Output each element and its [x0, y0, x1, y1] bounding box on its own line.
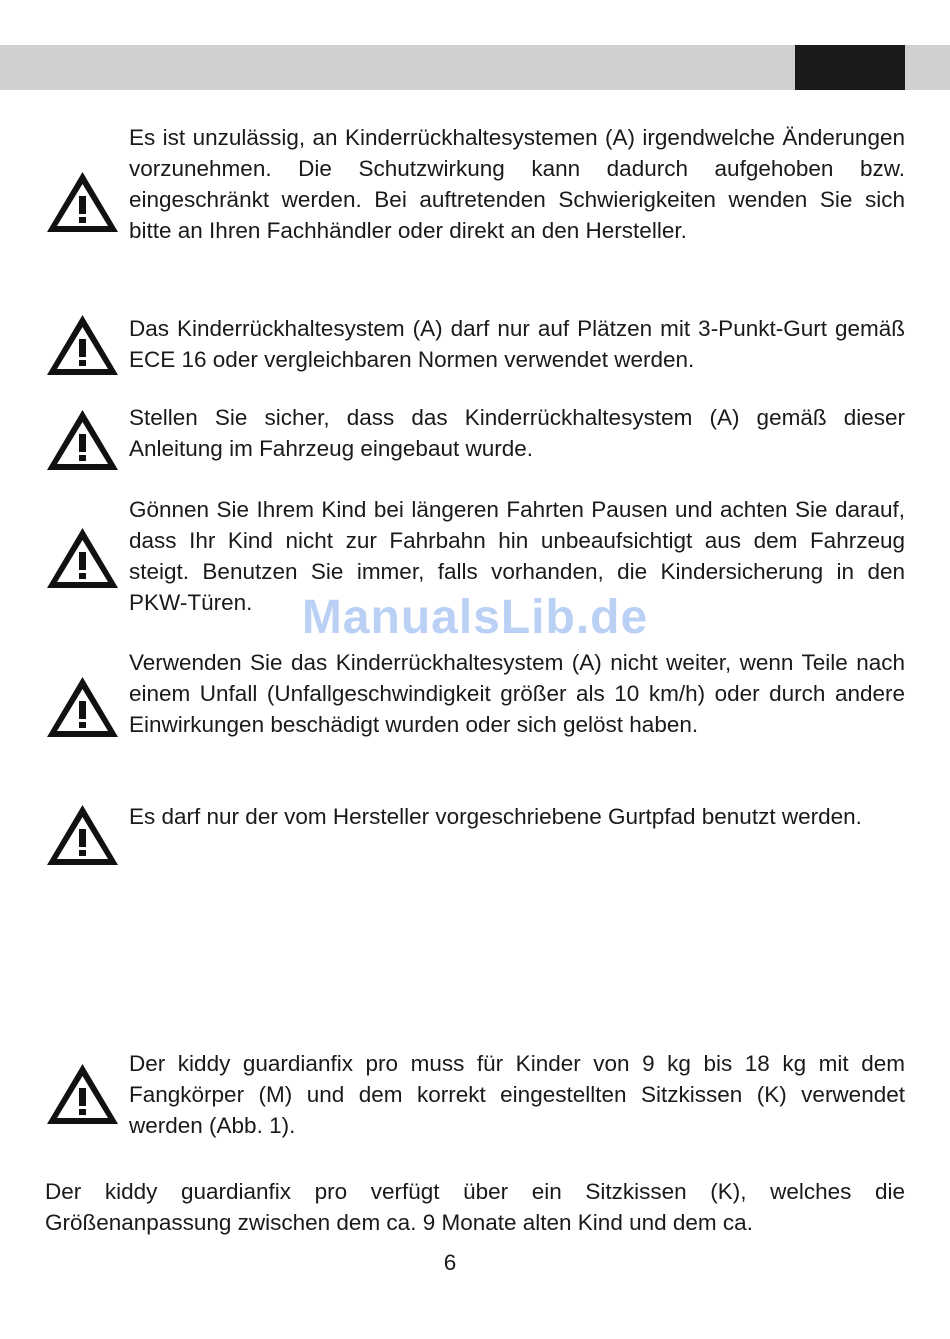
warning-text: Gönnen Sie Ihrem Kind bei längeren Fahrten Pausen und achten Sie darauf, dass Ihr Kind nicht zur Fahrbahn hin unbeaufsichtigt aus dem Fahrzeug steigt. Benutzen Sie immer, falls vorhanden, die Kindersicherung in den PKW-Türen.	[129, 497, 905, 615]
header-bar	[0, 45, 950, 90]
watermark: ManualsLib.de	[301, 591, 649, 644]
warning-triangle-icon	[45, 526, 120, 590]
body-paragraph: Der kiddy guardianfix pro verfügt über ein Sitzkissen (K), welches die Größenanpassung zwischen dem ca. 9 Monate alten Kind und dem ca.	[45, 1179, 905, 1235]
warning-text: Der kiddy guardianfix pro muss für Kinder von 9 kg bis 18 kg mit dem Fangkörper (M) und dem korrekt eingestellten Sitzkissen (K) verwendet werden (Abb. 1).	[129, 1051, 905, 1138]
warning-text: Stellen Sie sicher, dass das Kinderrückhaltesystem (A) gemäß dieser Anleitung im Fahrzeug eingebaut wurde.	[129, 405, 905, 461]
warning-triangle-icon	[45, 170, 120, 234]
warning-text: Verwenden Sie das Kinderrückhaltesystem (A) nicht weiter, wenn Teile nach einem Unfall (Unfallgeschwindigkeit größer als 10 km/h) oder durch andere Einwirkungen beschädigt wurden oder sich gelöst haben.	[129, 650, 905, 737]
warning-text: Es darf nur der vom Hersteller vorgeschriebene Gurtpfad benutzt werden.	[129, 804, 862, 829]
warning-text: Das Kinderrückhaltesystem (A) darf nur auf Plätzen mit 3-Punkt-Gurt gemäß ECE 16 oder vergleichbaren Normen verwendet werden.	[129, 316, 905, 372]
warning-triangle-icon	[45, 803, 120, 867]
header-tab	[795, 45, 905, 90]
page-number: 6	[443, 1250, 457, 1275]
warning-triangle-icon	[45, 675, 120, 739]
warning-triangle-icon	[45, 408, 120, 472]
warning-text: Es ist unzulässig, an Kinderrückhaltesystemen (A) irgendwelche Änderungen vorzunehmen. Die Schutzwirkung kann dadurch aufgehoben bzw. eingeschränkt werden. Bei auftretenden Schwierigkeiten wenden Sie sich bitte an Ihren Fachhändler oder direkt an den Hersteller.	[129, 125, 905, 243]
warning-triangle-icon	[45, 1062, 120, 1126]
warning-triangle-icon	[45, 313, 120, 377]
